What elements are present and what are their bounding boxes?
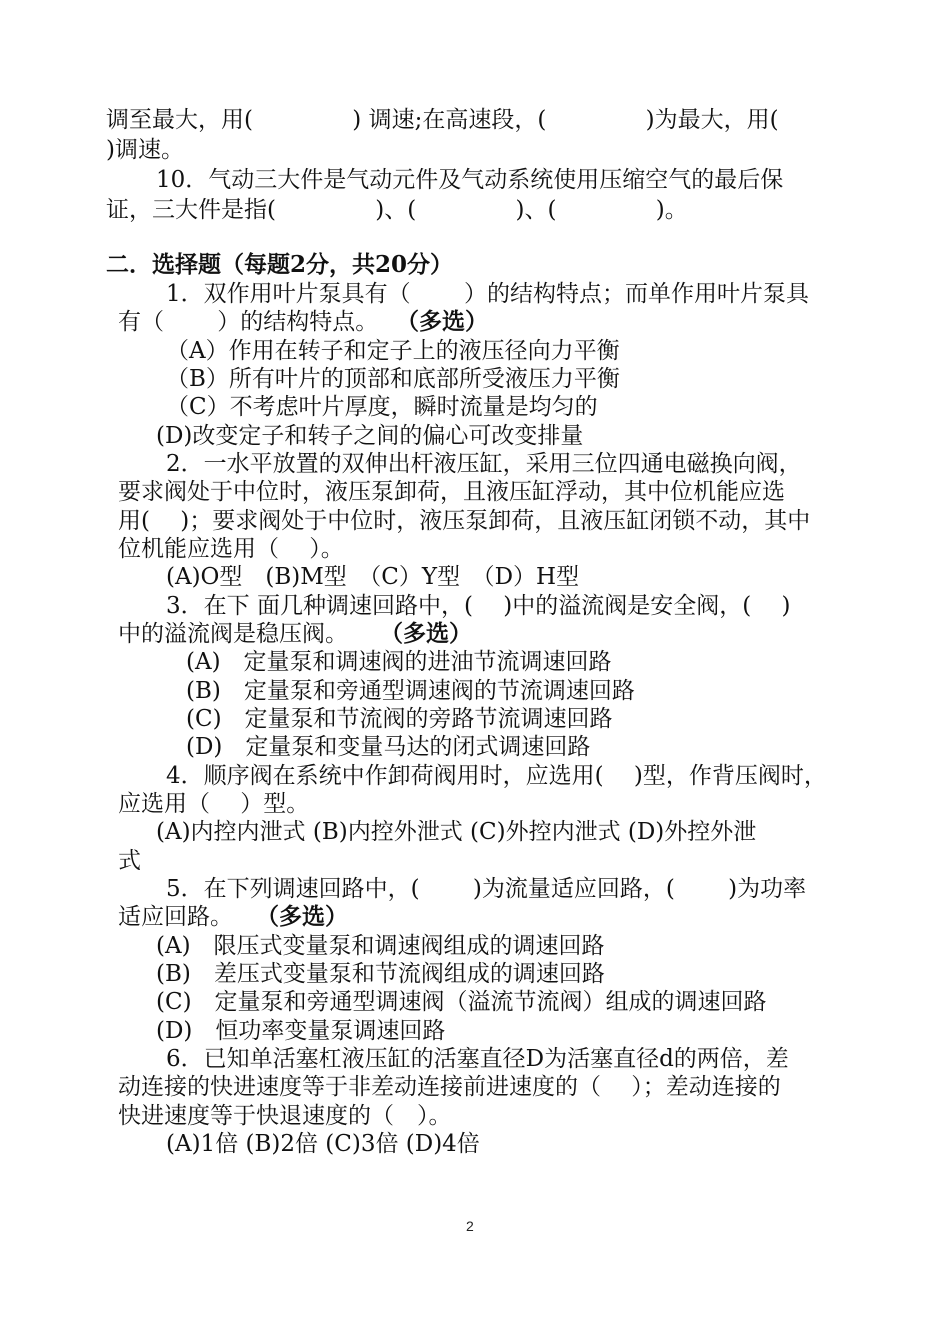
option-text: (D)改变定子和转子之间的偏心可改变排量	[156, 423, 584, 449]
question-text: 4．顺序阀在系统中作卸荷阀用时，应选用( )型，作背压阀时，	[166, 763, 827, 789]
option-text: （B）所有叶片的顶部和底部所受液压力平衡	[166, 366, 620, 392]
option-text: 式	[118, 848, 141, 874]
text-line: 证，三大件是指( )、( )、( )。	[106, 197, 688, 223]
option-text: (A) 限压式变量泵和调速阀组成的调速回路	[156, 933, 605, 959]
page-number: 2	[466, 1218, 474, 1234]
question-text: 5．在下列调速回路中，( )为流量适应回路，( )为功率	[166, 876, 807, 902]
text-line: )调速。	[106, 137, 184, 163]
question-text: 适应回路。	[118, 904, 233, 930]
text-line: 调至最大，用( ) 调速;在高速段，( )为最大，用(	[106, 107, 779, 133]
option-text: (C) 定量泵和节流阀的旁路节流调速回路	[186, 706, 613, 732]
question-text: 2．一水平放置的双伸出杆液压缸，采用三位四通电磁换向阀，	[166, 451, 802, 477]
question-text: 要求阀处于中位时，液压泵卸荷，且液压缸浮动，其中位机能应选	[118, 479, 785, 505]
text-line: 10．气动三大件是气动元件及气动系统使用压缩空气的最后保	[156, 167, 784, 193]
question-text: 动连接的快进速度等于非差动连接前进速度的（ ）；差动连接的	[118, 1074, 781, 1100]
question-text: 位机能应选用（ ）。	[118, 536, 344, 562]
option-text: (A)O型 (B)M型 （C）Y型 （D）H型	[166, 564, 580, 590]
option-text: （C）不考虑叶片厚度，瞬时流量是均匀的	[166, 394, 598, 420]
question-text: 用( )；要求阀处于中位时，液压泵卸荷，且液压缸闭锁不动，其中	[118, 508, 811, 534]
option-text: (D) 定量泵和变量马达的闭式调速回路	[186, 734, 591, 760]
option-text: (C) 定量泵和旁通型调速阀（溢流节流阀）组成的调速回路	[156, 989, 767, 1015]
question-text: 有（ ）的结构特点。	[118, 309, 379, 335]
question-text: 3．在下 面几种调速回路中，( )中的溢流阀是安全阀，( )	[166, 593, 791, 619]
option-text: (A)内控内泄式 (B)内控外泄式 (C)外控内泄式 (D)外控外泄	[156, 819, 757, 845]
multi-select-tag: （多选）	[380, 620, 472, 647]
option-text: （A）作用在转子和定子上的液压径向力平衡	[166, 338, 620, 364]
option-text: (D) 恒功率变量泵调速回路	[156, 1018, 446, 1044]
question-text: 6．已知单活塞杠液压缸的活塞直径D为活塞直径d的两倍，差	[166, 1046, 789, 1072]
question-text: 应选用（ ）型。	[118, 791, 310, 817]
section-heading: 二．选择题（每题2分，共20分）	[106, 251, 454, 278]
option-text: (A) 定量泵和调速阀的进油节流调速回路	[186, 649, 612, 675]
option-text: (B) 定量泵和旁通型调速阀的节流调速回路	[186, 678, 635, 704]
question-text: 1．双作用叶片泵具有（ ）的结构特点；而单作用叶片泵具	[166, 281, 809, 307]
question-text: 中的溢流阀是稳压阀。	[118, 621, 348, 647]
question-text: 快进速度等于快退速度的（ ）。	[118, 1103, 452, 1129]
multi-select-tag: （多选）	[256, 903, 348, 930]
option-text: (A)1倍 (B)2倍 (C)3倍 (D)4倍	[166, 1131, 480, 1157]
option-text: (B) 差压式变量泵和节流阀组成的调速回路	[156, 961, 605, 987]
multi-select-tag: （多选）	[396, 308, 488, 335]
